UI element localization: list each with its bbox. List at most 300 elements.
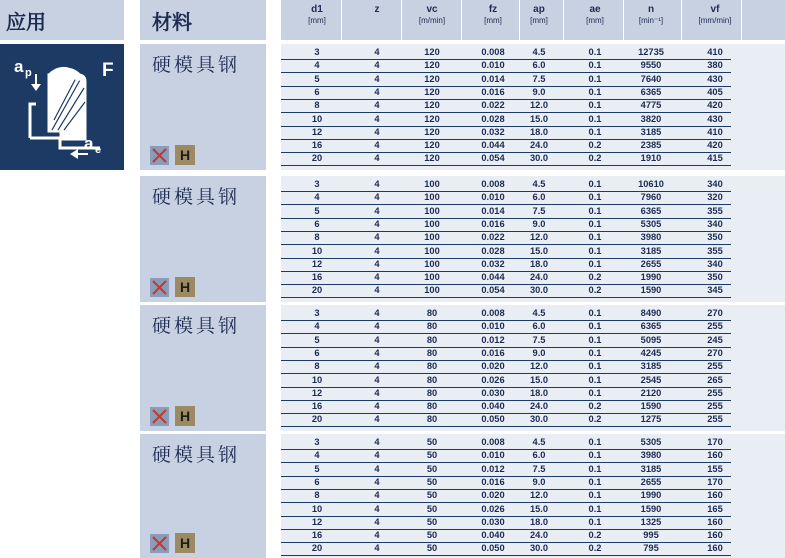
table-cell: 16: [311, 140, 323, 151]
table-cell: 4: [374, 490, 380, 501]
table-row: [281, 233, 731, 244]
table-cell: 50: [426, 503, 438, 514]
table-cell: 3: [314, 437, 320, 447]
table-cell: 320: [707, 192, 723, 203]
table-cell: 7640: [640, 73, 662, 84]
table-cell: 355: [707, 245, 723, 256]
table-cell: 0.1: [588, 179, 602, 189]
material-cell: [140, 176, 266, 302]
material-group-h-badge: H: [175, 533, 195, 553]
table-cell: 0.2: [588, 153, 602, 164]
table-cell: 1590: [640, 285, 662, 296]
table-cell: 3: [314, 47, 320, 57]
table-cell: 0.1: [588, 437, 602, 447]
table-cell: 4: [374, 73, 380, 84]
table-cell: 410: [707, 126, 723, 137]
table-cell: 0.1: [588, 490, 602, 501]
table-cell: 100: [424, 179, 440, 189]
table-cell: 160: [707, 450, 723, 461]
table-row: [281, 207, 731, 218]
table-cell: 0.010: [481, 60, 505, 71]
table-cell: 12.0: [529, 232, 549, 243]
table-cell: 20: [311, 414, 323, 425]
table-cell: 30.0: [529, 414, 549, 425]
table-cell: 120: [424, 86, 440, 97]
table-cell: 345: [707, 285, 723, 296]
table-cell: 0.1: [588, 218, 602, 229]
column-unit: [mm]: [586, 16, 604, 25]
table-cell: 0.030: [481, 516, 505, 527]
table-cell: 430: [707, 113, 723, 124]
material-cell: [140, 44, 266, 170]
table-cell: 10: [311, 245, 323, 256]
column-header-0: [287, 4, 347, 26]
material-label: 硬模具钢: [152, 186, 241, 208]
table-cell: 165: [707, 503, 723, 514]
table-cell: 0.022: [481, 232, 505, 243]
row-divider: [281, 555, 731, 556]
table-cell: 18.0: [529, 387, 549, 398]
table-cell: 0.032: [481, 126, 505, 137]
table-cell: 3185: [640, 126, 662, 137]
table-cell: 15.0: [529, 503, 549, 514]
table-cell: 10: [311, 113, 323, 124]
table-cell: 0.1: [588, 334, 602, 345]
table-cell: 16: [311, 272, 323, 283]
table-cell: 0.014: [481, 73, 505, 84]
application-header-label: 应用: [6, 10, 46, 34]
table-cell: 0.1: [588, 73, 602, 84]
table-cell: 9550: [640, 60, 662, 71]
table-cell: 4245: [640, 347, 662, 358]
table-cell: 0.030: [481, 387, 505, 398]
table-cell: 0.1: [588, 450, 602, 461]
column-unit: [mm]: [308, 16, 326, 25]
table-row: [281, 247, 731, 258]
table-cell: 0.016: [481, 218, 505, 229]
table-cell: 4: [374, 321, 380, 332]
material-cell: [140, 434, 266, 558]
table-cell: 80: [426, 414, 438, 425]
table-cell: 4: [374, 347, 380, 358]
table-cell: 0.026: [481, 374, 505, 385]
table-cell: 80: [426, 374, 438, 385]
table-cell: 24.0: [529, 140, 549, 151]
table-cell: 3: [314, 308, 320, 318]
column-name: vf: [710, 4, 720, 15]
column-name: d1: [311, 4, 323, 15]
table-cell: 10610: [638, 179, 664, 189]
table-cell: 4: [374, 100, 380, 111]
table-cell: 18.0: [529, 258, 549, 269]
table-cell: 4.5: [532, 47, 546, 57]
table-cell: 0.1: [588, 47, 602, 57]
table-row: [281, 48, 731, 59]
table-cell: 4: [374, 192, 380, 203]
table-cell: 12.0: [529, 361, 549, 372]
table-cell: 100: [424, 192, 440, 203]
table-cell: 4: [374, 126, 380, 137]
table-cell: 4: [374, 530, 380, 541]
table-cell: 7.5: [532, 334, 546, 345]
crossed-material-icon: [150, 146, 169, 165]
table-cell: 50: [426, 437, 438, 447]
table-cell: 0.1: [588, 126, 602, 137]
table-cell: 4.5: [532, 437, 546, 447]
table-row: [281, 465, 731, 476]
table-cell: 4: [374, 179, 380, 189]
table-cell: 245: [707, 334, 723, 345]
table-cell: 420: [707, 140, 723, 151]
table-cell: 0.1: [588, 347, 602, 358]
table-cell: 255: [707, 321, 723, 332]
table-cell: 4: [374, 272, 380, 283]
table-cell: 2385: [640, 140, 662, 151]
table-cell: 0.044: [481, 140, 505, 151]
application-header: [0, 0, 124, 40]
table-cell: 4: [374, 543, 380, 554]
table-cell: 160: [707, 516, 723, 527]
table-row: [281, 531, 731, 542]
table-cell: 6.0: [532, 60, 546, 71]
table-cell: 6.0: [532, 192, 546, 203]
table-cell: 0.1: [588, 374, 602, 385]
table-cell: 255: [707, 414, 723, 425]
table-cell: 12735: [638, 47, 664, 57]
table-cell: 160: [707, 543, 723, 554]
table-cell: 160: [707, 530, 723, 541]
table-row: [281, 505, 731, 516]
material-label: 硬模具钢: [152, 444, 241, 466]
column-unit: [mm]: [530, 16, 548, 25]
table-cell: 12: [311, 258, 323, 269]
table-cell: 7960: [640, 192, 662, 203]
table-cell: 4: [314, 321, 320, 332]
table-cell: 350: [707, 272, 723, 283]
table-cell: 10: [311, 503, 323, 514]
table-cell: 0.1: [588, 113, 602, 124]
table-cell: 1590: [640, 401, 662, 412]
table-cell: 0.016: [481, 347, 505, 358]
table-cell: 0.040: [481, 401, 505, 412]
table-row: [281, 349, 731, 360]
table-cell: 265: [707, 374, 723, 385]
table-cell: 0.1: [588, 258, 602, 269]
column-unit: [min⁻¹]: [638, 16, 664, 25]
table-cell: 15.0: [529, 245, 549, 256]
table-cell: 120: [424, 100, 440, 111]
table-cell: 50: [426, 450, 438, 461]
table-row: [281, 193, 731, 204]
table-cell: 4: [374, 60, 380, 71]
table-cell: 100: [424, 272, 440, 283]
table-cell: 18.0: [529, 126, 549, 137]
table-cell: 4: [374, 387, 380, 398]
table-cell: 9.0: [532, 347, 546, 358]
table-cell: 255: [707, 361, 723, 372]
table-row: [281, 451, 731, 462]
table-cell: 10: [311, 374, 323, 385]
table-row: [281, 141, 731, 152]
table-cell: 0.028: [481, 113, 505, 124]
parameter-table: [281, 305, 785, 431]
table-cell: 2655: [640, 258, 662, 269]
table-cell: 4: [374, 374, 380, 385]
table-cell: 120: [424, 140, 440, 151]
column-header-6: [621, 4, 681, 26]
table-cell: 0.012: [481, 463, 505, 474]
table-cell: 1990: [640, 490, 662, 501]
table-cell: 1275: [640, 414, 662, 425]
table-cell: 0.1: [588, 86, 602, 97]
table-cell: 155: [707, 463, 723, 474]
table-row: [281, 286, 731, 297]
table-cell: 50: [426, 463, 438, 474]
table-cell: 20: [311, 543, 323, 554]
material-group-h-badge: H: [175, 145, 195, 165]
milling-cutter-ap-ae-icon: [0, 44, 124, 170]
table-cell: 8: [314, 490, 320, 501]
table-cell: 15.0: [529, 374, 549, 385]
table-cell: 8: [314, 232, 320, 243]
table-row: [281, 273, 731, 284]
table-cell: 270: [707, 347, 723, 358]
table-cell: 0.008: [481, 437, 505, 447]
table-cell: 0.2: [588, 140, 602, 151]
table-row: [281, 115, 731, 126]
table-cell: 4: [374, 437, 380, 447]
table-row: [281, 260, 731, 271]
table-cell: 0.008: [481, 179, 505, 189]
table-cell: 5: [314, 334, 320, 345]
table-cell: 0.2: [588, 401, 602, 412]
table-row: [281, 75, 731, 86]
column-name: ae: [589, 4, 601, 15]
ae-label: a: [84, 134, 94, 153]
column-unit: [mm]: [484, 16, 502, 25]
table-cell: 0.1: [588, 192, 602, 203]
table-cell: 6365: [640, 321, 662, 332]
column-separator: [563, 0, 564, 40]
table-cell: 4: [374, 86, 380, 97]
table-cell: 120: [424, 126, 440, 137]
table-row: [281, 362, 731, 373]
table-cell: 255: [707, 401, 723, 412]
parameter-header: [281, 0, 785, 40]
table-cell: 5305: [640, 437, 662, 447]
column-separator: [623, 0, 624, 40]
table-cell: 5305: [640, 218, 662, 229]
column-name: z: [374, 4, 380, 15]
table-cell: 50: [426, 543, 438, 554]
table-cell: 4: [314, 450, 320, 461]
table-cell: 8490: [640, 308, 662, 318]
table-cell: 420: [707, 100, 723, 111]
table-cell: 120: [424, 73, 440, 84]
column-separator: [461, 0, 462, 40]
table-cell: 0.026: [481, 503, 505, 514]
table-cell: 0.1: [588, 60, 602, 71]
table-cell: 80: [426, 308, 438, 318]
table-cell: 0.022: [481, 100, 505, 111]
application-panel: [0, 44, 124, 170]
table-cell: 0.1: [588, 387, 602, 398]
table-row: [281, 376, 731, 387]
table-cell: 160: [707, 490, 723, 501]
column-header-4: [509, 4, 569, 26]
table-cell: 0.054: [481, 285, 505, 296]
column-name: ap: [533, 4, 545, 15]
column-header-5: [565, 4, 625, 26]
table-cell: 120: [424, 113, 440, 124]
table-cell: 6: [314, 476, 320, 487]
table-cell: 6: [314, 347, 320, 358]
table-cell: 410: [707, 47, 723, 57]
material-group-h-badge: H: [175, 406, 195, 426]
table-cell: 12: [311, 516, 323, 527]
table-cell: 9.0: [532, 218, 546, 229]
table-cell: 0.1: [588, 100, 602, 111]
table-cell: 50: [426, 476, 438, 487]
table-cell: 3185: [640, 361, 662, 372]
table-cell: 430: [707, 73, 723, 84]
table-cell: 0.2: [588, 414, 602, 425]
table-cell: 20: [311, 153, 323, 164]
column-header-1: [347, 4, 407, 15]
table-cell: 7.5: [532, 205, 546, 216]
table-cell: 80: [426, 347, 438, 358]
table-cell: 0.2: [588, 543, 602, 554]
table-cell: 0.1: [588, 308, 602, 318]
table-cell: 80: [426, 321, 438, 332]
table-cell: 3980: [640, 450, 662, 461]
table-row: [281, 491, 731, 502]
table-cell: 100: [424, 245, 440, 256]
svg-text:p: p: [25, 67, 32, 79]
table-cell: 4: [374, 503, 380, 514]
crossed-material-icon: [150, 278, 169, 297]
table-cell: 4: [314, 192, 320, 203]
table-cell: 4: [374, 516, 380, 527]
row-divider: [281, 297, 731, 298]
table-cell: 405: [707, 86, 723, 97]
parameter-table: [281, 434, 785, 558]
table-cell: 340: [707, 258, 723, 269]
svg-text:e: e: [95, 144, 102, 156]
table-cell: 340: [707, 218, 723, 229]
table-cell: 4: [374, 47, 380, 57]
table-cell: 4: [374, 308, 380, 318]
table-cell: 0.040: [481, 530, 505, 541]
table-cell: 100: [424, 218, 440, 229]
table-cell: 0.014: [481, 205, 505, 216]
table-cell: 0.1: [588, 476, 602, 487]
table-cell: 18.0: [529, 516, 549, 527]
table-cell: 4: [374, 113, 380, 124]
table-cell: 50: [426, 490, 438, 501]
table-cell: 4775: [640, 100, 662, 111]
table-cell: 6: [314, 86, 320, 97]
table-cell: 30.0: [529, 153, 549, 164]
table-row: [281, 154, 731, 165]
table-cell: 100: [424, 258, 440, 269]
table-row: [281, 309, 731, 320]
table-cell: 0.1: [588, 516, 602, 527]
table-cell: 4.5: [532, 308, 546, 318]
table-cell: 170: [707, 476, 723, 487]
table-cell: 0.020: [481, 361, 505, 372]
table-cell: 795: [643, 543, 659, 554]
table-cell: 5: [314, 463, 320, 474]
table-cell: 24.0: [529, 272, 549, 283]
table-cell: 995: [643, 530, 659, 541]
table-cell: 5: [314, 205, 320, 216]
table-row: [281, 180, 731, 191]
table-cell: 4: [374, 285, 380, 296]
table-cell: 0.008: [481, 47, 505, 57]
table-cell: 0.2: [588, 272, 602, 283]
table-cell: 170: [707, 437, 723, 447]
table-cell: 9.0: [532, 476, 546, 487]
column-name: fz: [488, 4, 498, 15]
table-cell: 12: [311, 387, 323, 398]
table-cell: 0.054: [481, 153, 505, 164]
table-row: [281, 128, 731, 139]
table-cell: 100: [424, 205, 440, 216]
table-cell: 30.0: [529, 285, 549, 296]
table-cell: 270: [707, 308, 723, 318]
table-cell: 0.028: [481, 245, 505, 256]
table-cell: 0.1: [588, 232, 602, 243]
table-cell: 4: [374, 140, 380, 151]
table-cell: 4: [374, 476, 380, 487]
table-cell: 4: [374, 232, 380, 243]
table-cell: 0.012: [481, 334, 505, 345]
table-cell: 4: [374, 205, 380, 216]
table-cell: 20: [311, 285, 323, 296]
table-cell: 50: [426, 516, 438, 527]
column-name: vc: [426, 4, 438, 15]
table-cell: 340: [707, 179, 723, 189]
table-cell: 380: [707, 60, 723, 71]
table-cell: 80: [426, 334, 438, 345]
table-cell: 2655: [640, 476, 662, 487]
table-cell: 3185: [640, 245, 662, 256]
table-cell: 2120: [640, 387, 662, 398]
table-cell: 415: [707, 153, 723, 164]
crossed-material-icon: [150, 407, 169, 426]
table-cell: 4: [374, 153, 380, 164]
table-cell: 2545: [640, 374, 662, 385]
table-cell: 7.5: [532, 463, 546, 474]
table-cell: 1325: [640, 516, 662, 527]
table-cell: 4: [314, 60, 320, 71]
column-separator: [741, 0, 742, 40]
table-cell: 16: [311, 401, 323, 412]
table-cell: 0.1: [588, 503, 602, 514]
table-cell: 9.0: [532, 86, 546, 97]
column-name: n: [647, 4, 655, 15]
column-separator: [401, 0, 402, 40]
column-unit: [mm/min]: [698, 16, 732, 25]
table-cell: 120: [424, 60, 440, 71]
table-row: [281, 101, 731, 112]
table-cell: 12.0: [529, 490, 549, 501]
table-cell: 350: [707, 232, 723, 243]
table-cell: 0.050: [481, 543, 505, 554]
table-row: [281, 88, 731, 99]
table-cell: 4.5: [532, 179, 546, 189]
